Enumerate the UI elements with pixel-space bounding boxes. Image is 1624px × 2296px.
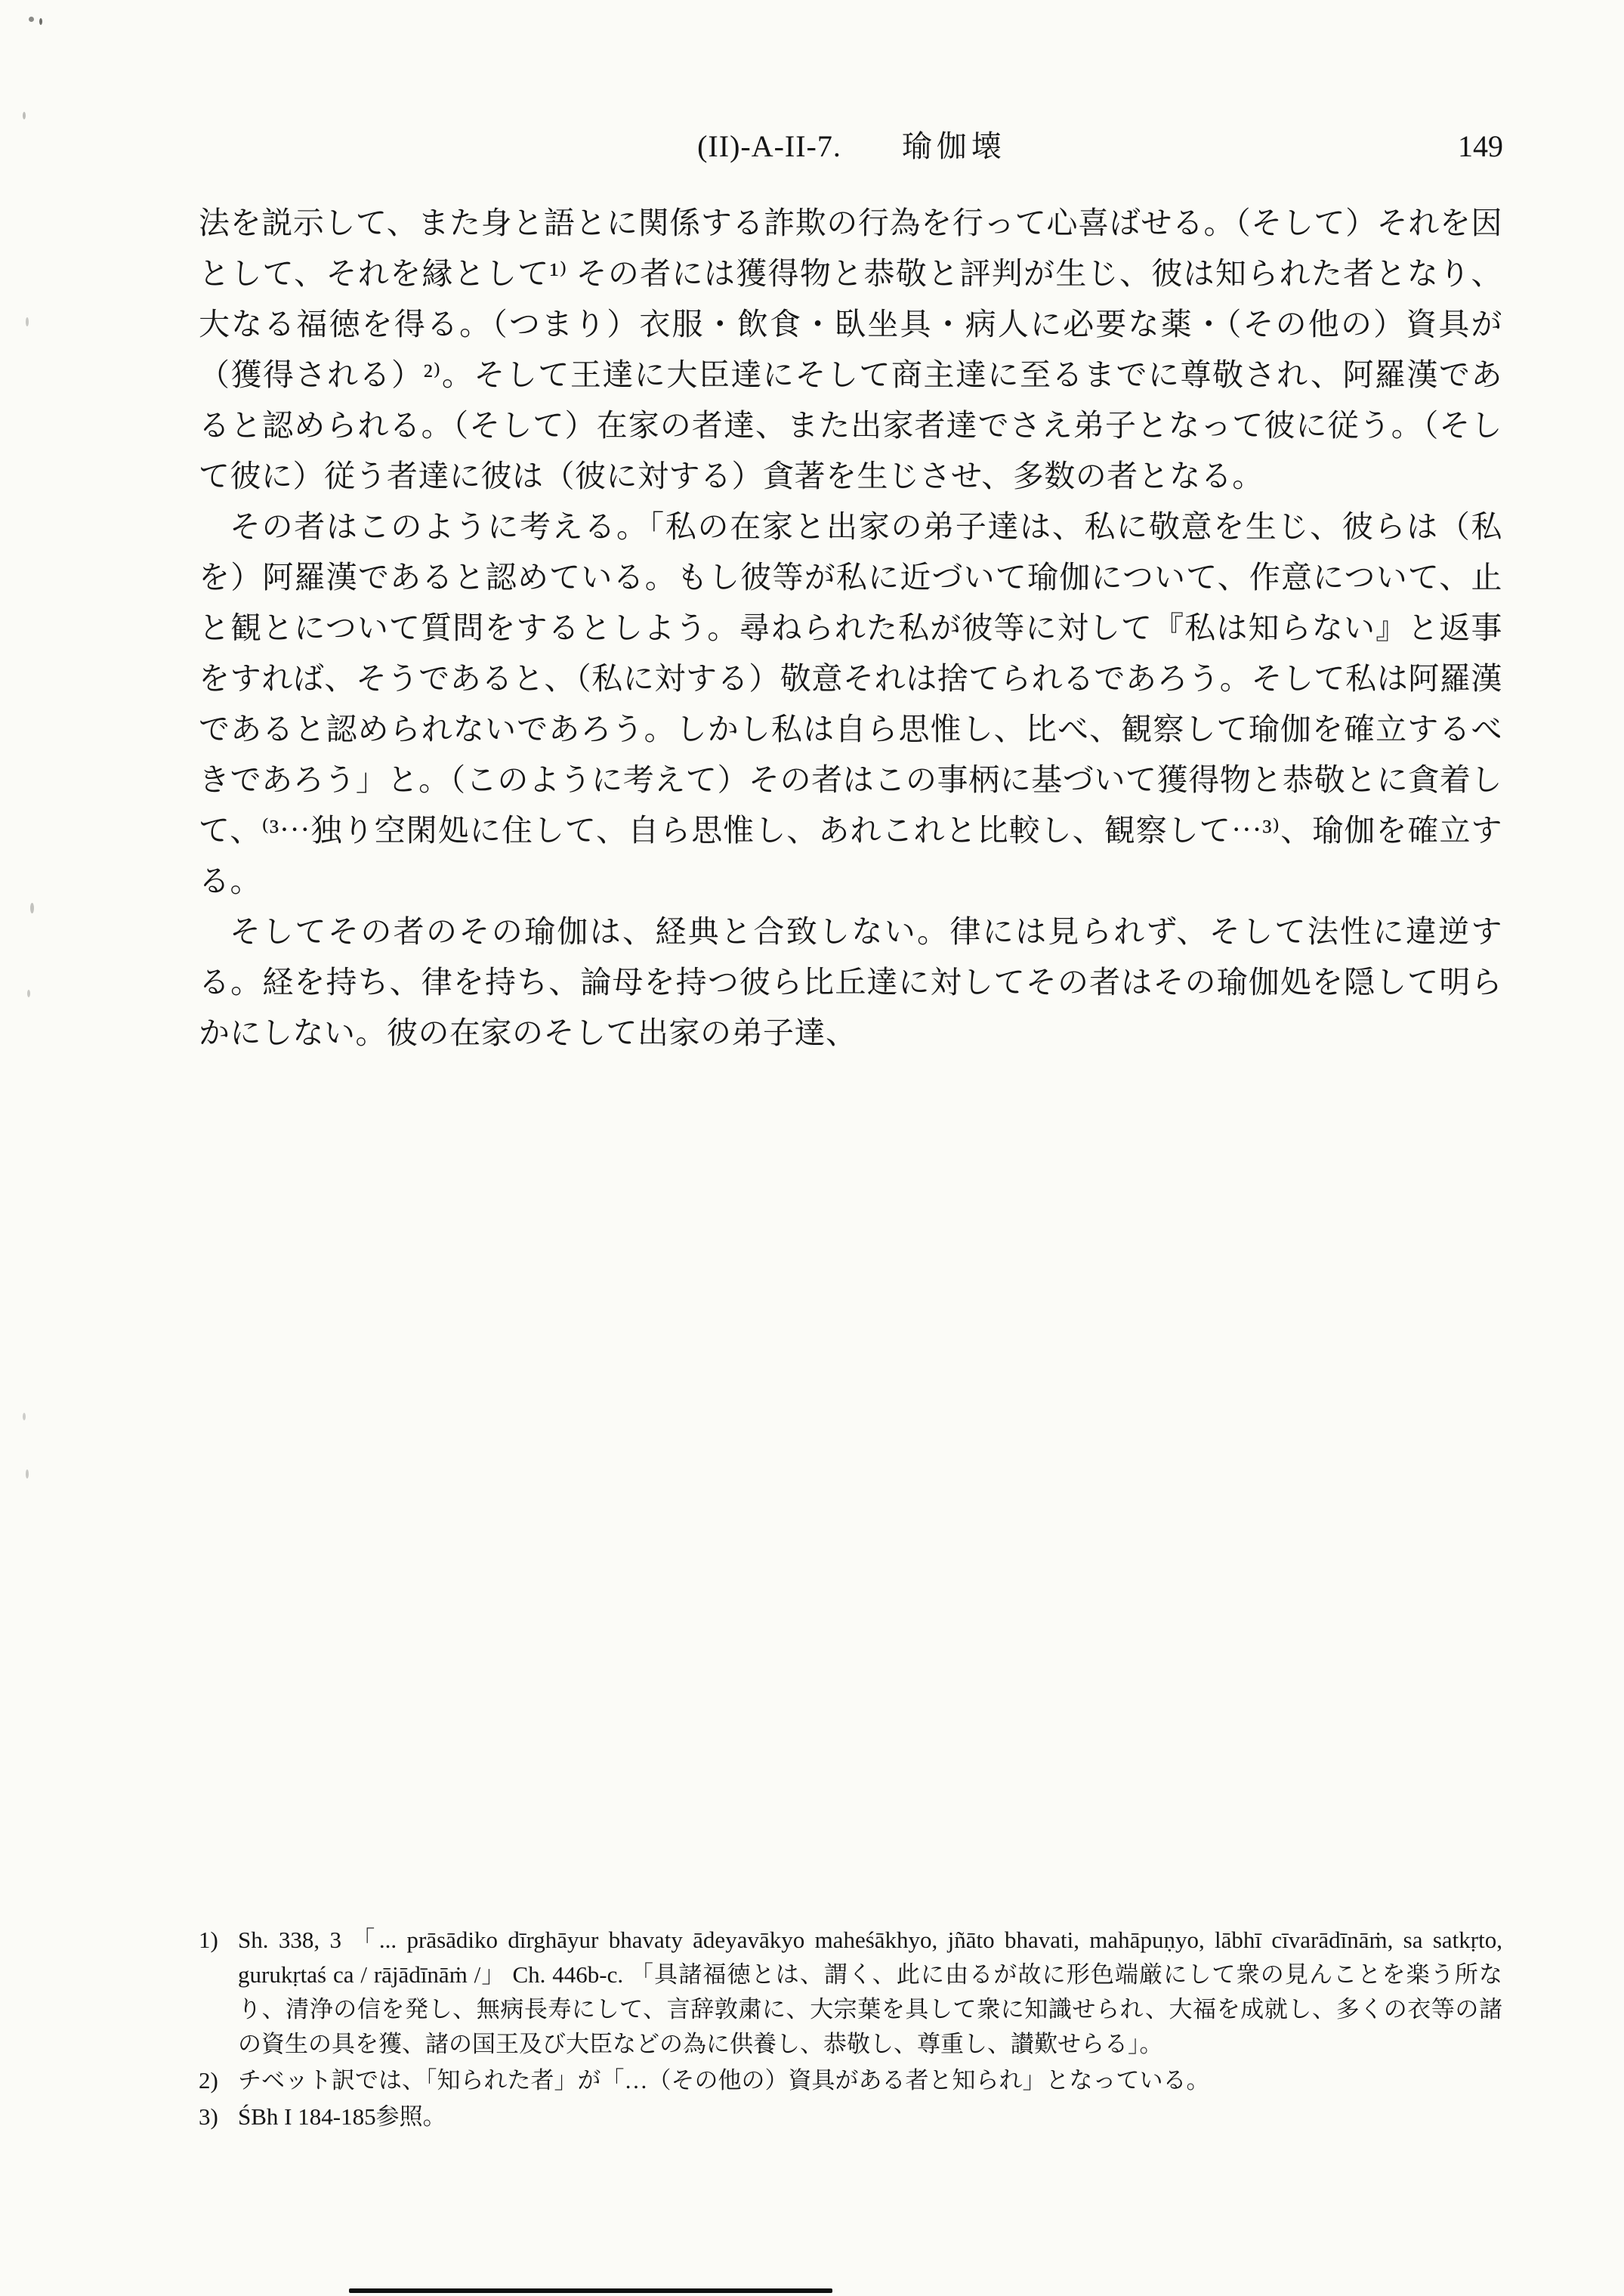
footnote xyxy=(199,1923,1502,2062)
footnote xyxy=(199,2100,1502,2134)
footnote-marker: 1) xyxy=(199,1927,218,1953)
footnote-text: チベット訳では、「知られた者」が「…（その他の）資具がある者と知られ」となっている。 xyxy=(238,2067,1210,2094)
footnote-marker: 2) xyxy=(199,2067,218,2094)
footnotes-block xyxy=(199,1923,1502,2136)
running-head xyxy=(200,127,1503,166)
footnote-text: ŚBh I 184-185参照。 xyxy=(238,2103,446,2130)
body-paragraph: 法を説示して、また身と語とに関係する詐欺の行為を行って心喜ばせる。（そして）それを因として、それを縁として¹⁾ その者には獲得物と恭敬と評判が生じ、彼は知られた者となり、大なる福徳を得る。（つまり）衣服・飲食・臥坐具・病人に必要な薬・（その他の）資具が（獲得される）²⁾。そして王達に大臣達にそして商主達に至るまでに尊敬され、阿羅漢であると認められる。（そして）在家の者達、また出家者達でさえ弟子となって彼に従う。（そして彼に）従う者達に彼は（彼に対する）貪著を生じさせ、多数の者となる。 xyxy=(199,205,1502,493)
scan-speck-artifact xyxy=(26,1469,29,1479)
scan-speck-artifact xyxy=(39,18,42,25)
body-text-block xyxy=(199,198,1502,1058)
scan-speck-artifact xyxy=(29,17,34,22)
body-paragraph: その者はこのように考える。「私の在家と出家の弟子達は、私に敬意を生じ、彼らは（私を）阿羅漢であると認めている。もし彼等が私に近づいて瑜伽について、作意について、止と観とについて質問をするとしよう。尋ねられた私が彼等に対して『私は知らない』と返事をすれば、そうであると、（私に対する）敬意それは捨てられるであろう。そして私は阿羅漢であると認められないであろう。しかし私は自ら思惟し、比べ、観察して瑜伽を確立するべきであろう」と。（このように考えて）その者はこの事柄に基づいて獲得物と恭敬とに貪着して、⁽³⋯独り空閑処に住して、自ら思惟し、あれこれと比較し、観察して⋯³⁾、瑜伽を確立する。 xyxy=(199,509,1502,898)
chapter-title: 瑜伽壊 xyxy=(901,129,1006,163)
body-paragraph: そしてその者のその瑜伽は、経典と合致しない。律には見られず、そして法性に違逆する。経を持ち、律を持ち、論母を持つ彼ら比丘達に対してその者はその瑜伽処を隠して明らかにしない。彼の在家のそして出家の弟子達、 xyxy=(199,914,1502,1050)
page-header xyxy=(200,127,1503,166)
section-number: (II)-A-II-7. xyxy=(697,129,841,163)
footnote-marker: 3) xyxy=(199,2103,218,2130)
footnote-text: Sh. 338, 3 「... prāsādiko dīrghāyur bhavaty ādeyavākyo maheśākhyo, jñāto bhavati, mahāpuṇyo, lābhī cīvarādīnāṁ, sa satkṛto, gurukṛtaś ca / rājādīnāṁ /」 Ch. 446b-c. 「具諸福徳とは、謂く、此に由るが故に形色端厳にして衆の見んことを楽う所なり、清浄の信を発し、無病長寿にして、言辞敦粛に、大宗葉を具して衆に知識せられ、大福を成就し、多くの衣等の諸の資生の具を獲、諸の国王及び大臣などの為に供養し、恭敬し、尊重し、讃歎せらる」。 xyxy=(238,1927,1502,2057)
scan-speck-artifact xyxy=(26,317,29,326)
scan-speck-artifact xyxy=(30,903,34,913)
scan-edge-artifact xyxy=(349,2288,832,2293)
page-number: 149 xyxy=(1458,129,1503,163)
scan-speck-artifact xyxy=(23,1413,26,1420)
scan-speck-artifact xyxy=(27,990,30,997)
footnote xyxy=(199,2063,1502,2098)
scan-speck-artifact xyxy=(23,112,26,119)
